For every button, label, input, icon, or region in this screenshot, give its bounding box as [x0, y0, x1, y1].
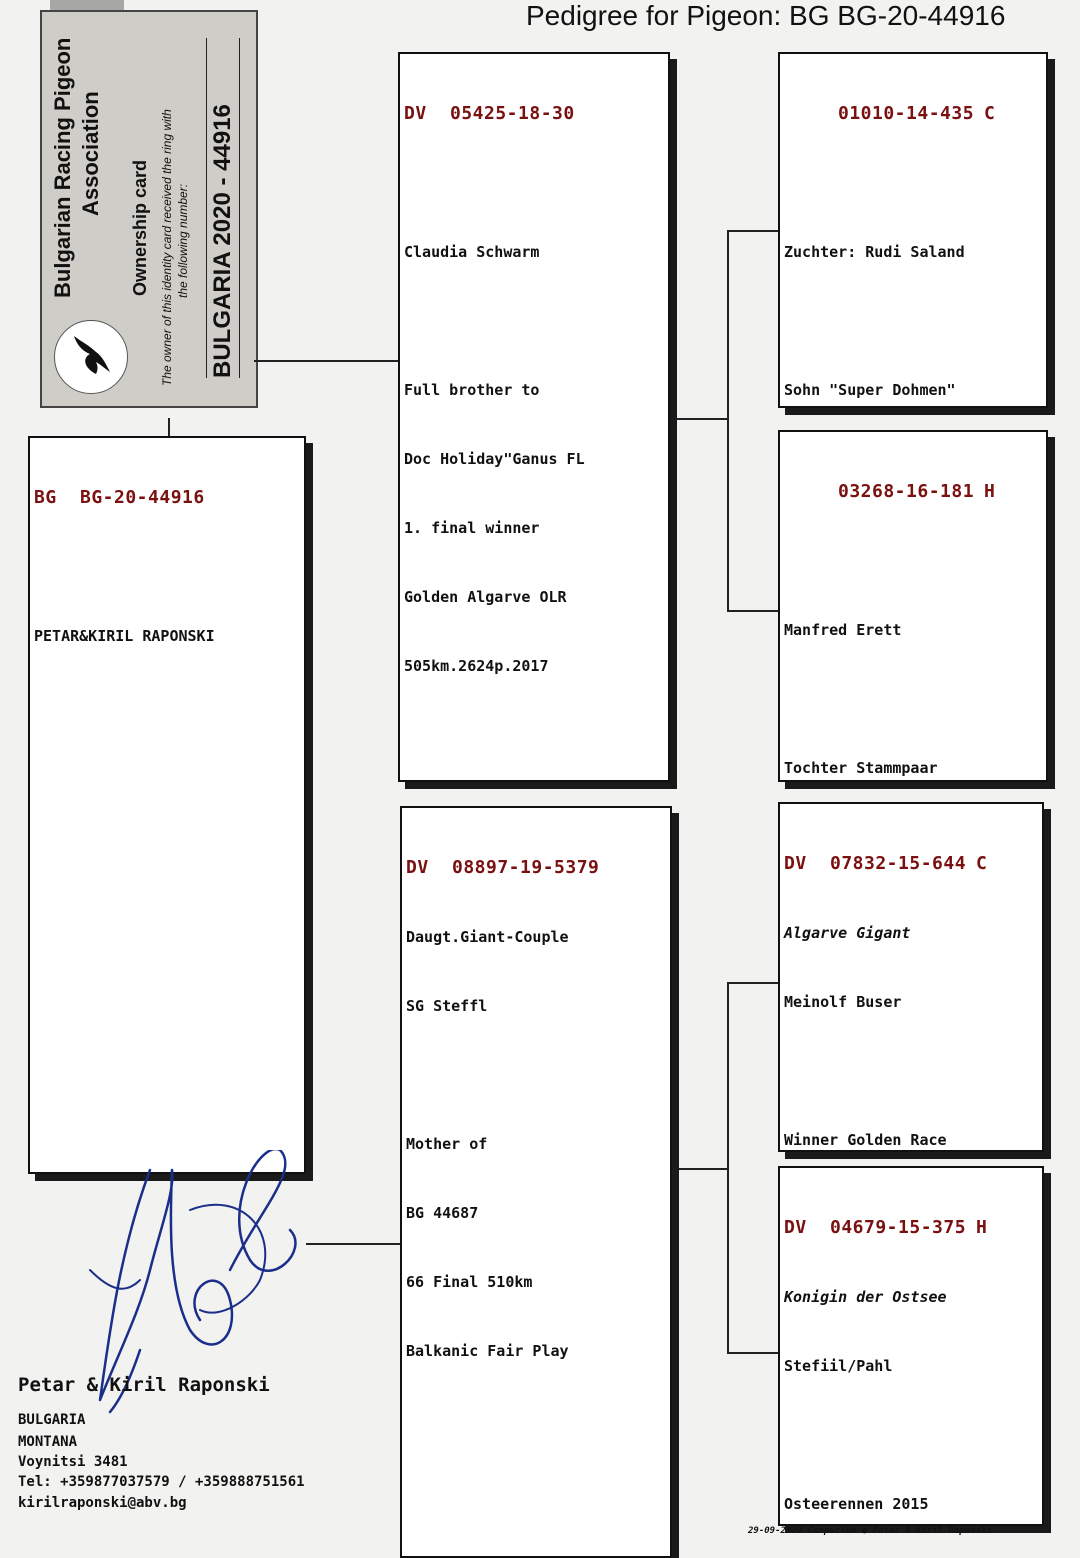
- pedigree-line: Winner Golden Race: [784, 1131, 947, 1149]
- owner-street: Voynitsi 3481: [18, 1454, 128, 1470]
- pedigree-line: Mother of: [406, 1135, 488, 1153]
- ring-number: 03268-16-181: [838, 481, 975, 502]
- owner-email: kirilraponski@abv.bg: [18, 1495, 187, 1511]
- pedigree-line: Tochter Stammpaar: [784, 759, 938, 777]
- pedigree-line: [784, 688, 1042, 711]
- ring-number: 05425-18-30: [450, 103, 575, 124]
- pedigree-line: Daugt.Giant-Couple: [406, 928, 569, 946]
- dam-sire-ring: [784, 852, 1038, 876]
- connector-line: [727, 1352, 780, 1354]
- pedigree-line: Full brother to: [404, 381, 540, 399]
- ring-suffix: H: [984, 481, 996, 502]
- sire-ring: [404, 102, 664, 126]
- connector-line: [727, 982, 780, 984]
- pedigree-line: Konigin der Ostsee: [784, 1288, 947, 1306]
- pedigree-line: [784, 310, 1042, 333]
- subject-owner: PETAR&KIRIL RAPONSKI: [34, 627, 215, 645]
- ring-prefix: DV: [784, 1217, 807, 1238]
- ring-number: BG-20-44916: [80, 487, 205, 508]
- pedigree-line: [784, 1060, 1038, 1083]
- page-footer: 29-09-2020 Compuclub ● Petar & Kiril Raponski: [748, 1526, 992, 1536]
- pedigree-line: 505km.2624p.2017: [404, 657, 549, 675]
- sire-sire-box: [778, 52, 1048, 408]
- pedigree-line: [784, 172, 1042, 195]
- ownership-card: [40, 10, 258, 408]
- sire-dam-box: [778, 430, 1048, 782]
- bird-logo-icon: [54, 320, 128, 394]
- dam-dam-box: [778, 1166, 1044, 1526]
- ring-prefix: DV: [784, 853, 807, 874]
- connector-line: [727, 610, 780, 612]
- pedigree-line: 1. final winner: [404, 519, 540, 537]
- owner-region: MONTANA: [18, 1434, 78, 1450]
- connector-line: [670, 1168, 728, 1170]
- pedigree-line: Golden Algarve OLR: [404, 588, 567, 606]
- ring-number: 01010-14-435: [838, 103, 975, 124]
- connector-line: [254, 360, 400, 362]
- card-association-line1: Bulgarian Racing Pigeon: [50, 37, 75, 298]
- connector-line: [727, 230, 780, 232]
- pedigree-line: Zuchter: Rudi Saland: [784, 243, 965, 261]
- pedigree-line: Stefiil/Pahl: [784, 1357, 893, 1375]
- pedigree-line: [404, 310, 664, 333]
- pedigree-line: Osteerennen 2015: [784, 1495, 929, 1513]
- card-description-line1: The owner of this identity card received the ring with: [160, 109, 174, 386]
- ring-suffix: C: [976, 853, 988, 874]
- subject-ring: [34, 486, 300, 510]
- card-number: BULGARIA 2020 - 44916: [206, 38, 240, 378]
- subject-pigeon-box: [28, 436, 306, 1174]
- pedigree-line: [784, 1424, 1038, 1447]
- sire-box: [398, 52, 670, 782]
- ring-number: 07832-15-644: [830, 853, 967, 874]
- pedigree-line: BG 44687: [406, 1204, 479, 1222]
- pedigree-line: Claudia Schwarm: [404, 243, 540, 261]
- ring-prefix: DV: [404, 103, 427, 124]
- card-type: Ownership card: [130, 159, 150, 296]
- pedigree-line: [406, 1064, 666, 1087]
- pedigree-line: Manfred Erett: [784, 621, 902, 639]
- connector-line: [168, 418, 170, 438]
- page-title: Pedigree for Pigeon: BG BG-20-44916: [526, 0, 1006, 31]
- card-description-line2: the following number:: [176, 183, 190, 298]
- dam-dam-ring: [784, 1216, 1038, 1240]
- ring-prefix: BG: [34, 487, 57, 508]
- pedigree-line: Sohn "Super Dohmen": [784, 381, 956, 399]
- ring-suffix: C: [984, 103, 996, 124]
- pedigree-line: Meinolf Buser: [784, 993, 902, 1011]
- card-association-line2: Association: [78, 91, 103, 216]
- ring-prefix: DV: [406, 857, 429, 878]
- ownership-card-content: [42, 12, 256, 406]
- owner-country: BULGARIA: [18, 1412, 86, 1428]
- dam-box: [400, 806, 672, 1558]
- dam-ring: [406, 856, 666, 880]
- ring-number: 04679-15-375: [830, 1217, 967, 1238]
- pedigree-line: Balkanic Fair Play: [406, 1342, 569, 1360]
- pedigree-line: Algarve Gigant: [784, 924, 911, 942]
- connector-line: [670, 418, 728, 420]
- owner-name: Petar & Kiril Raponski: [18, 1374, 270, 1396]
- dam-sire-box: [778, 802, 1044, 1152]
- connector-line: [727, 230, 729, 612]
- sire-dam-ring: [784, 480, 1042, 504]
- ring-number: 08897-19-5379: [452, 857, 600, 878]
- sire-sire-ring: [784, 102, 1042, 126]
- owner-phone: Tel: +359877037579 / +359888751561: [18, 1474, 305, 1490]
- connector-line: [727, 982, 729, 1354]
- pedigree-line: Doc Holiday"Ganus FL: [404, 450, 585, 468]
- pedigree-line: SG Steffl: [406, 997, 488, 1015]
- ring-suffix: H: [976, 1217, 988, 1238]
- pedigree-line: 66 Final 510km: [406, 1273, 533, 1291]
